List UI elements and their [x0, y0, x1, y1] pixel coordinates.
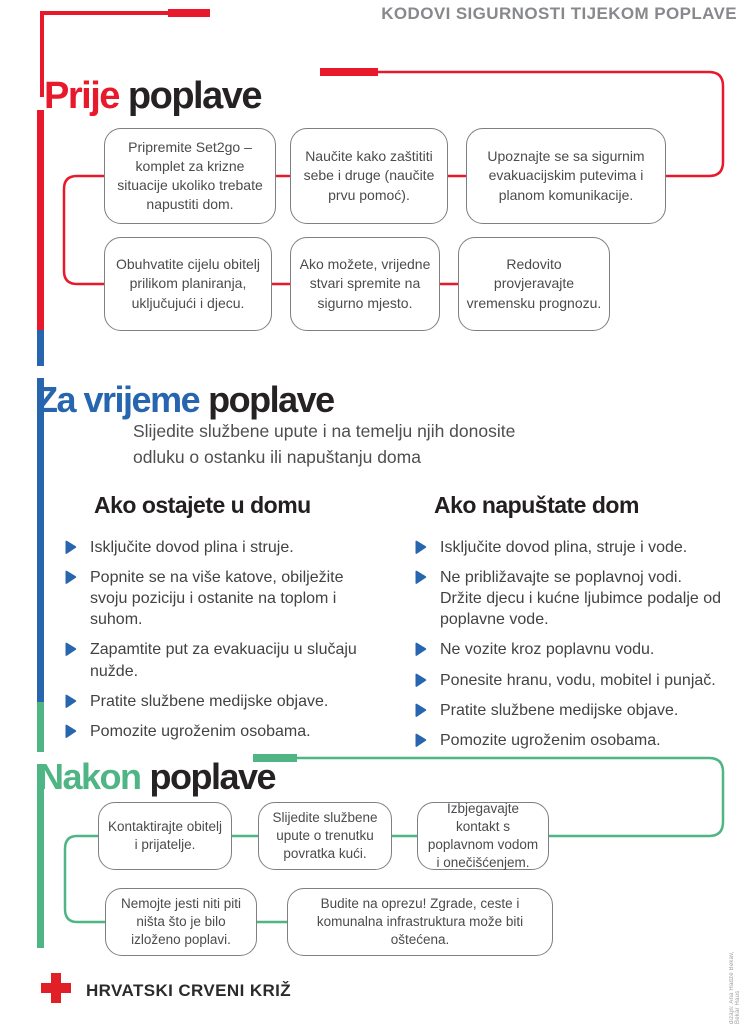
heading-accent: Za vrijeme	[36, 379, 200, 421]
bullet-arrow-icon	[63, 693, 77, 710]
section-heading-during	[36, 379, 334, 421]
info-box-before-3: Upoznajte se sa sigurnim evakuacijskim putevima i planom komunikacije.	[466, 128, 666, 224]
list-item: Isključite dovod plina, struje i vode.	[413, 537, 723, 558]
bullet-arrow-icon	[413, 672, 427, 689]
during-subtitle: Slijedite službene upute i na temelju njih donosite odluku o ostanku ili napuštanju doma	[133, 421, 516, 468]
list-item: Popnite se na više katove, obilježite svoju poziciju i ostanite na toplom i suhom.	[63, 567, 358, 630]
column-title-leave: Ako napuštate dom	[434, 492, 639, 518]
section-heading-after	[38, 756, 276, 798]
info-box-before-4: Obuhvatite cijelu obitelj prilikom planiranja, uključujući i djecu.	[104, 237, 272, 331]
list-item: Isključite dovod plina i struje.	[63, 537, 358, 558]
list-item: Ne približavajte se poplavnoj vodi. Držite djecu i kućne ljubimce podalje od poplavne vode.	[413, 567, 723, 630]
info-box-before-5: Ako možete, vrijedne stvari spremite na sigurno mjesto.	[290, 237, 440, 331]
page-title: KODOVI SIGURNOSTI TIJEKOM POPLAVE	[381, 4, 737, 23]
info-box-after-1: Kontaktirajte obitelj i prijatelje.	[98, 802, 232, 870]
section-heading-before	[44, 75, 261, 118]
info-box-after-2: Slijedite službene upute o trenutku povratka kući.	[258, 802, 392, 870]
red-cross-logo	[38, 970, 74, 1006]
bullet-arrow-icon	[413, 732, 427, 749]
list-item: Ne vozite kroz poplavnu vodu.	[413, 639, 723, 660]
bullet-arrow-icon	[413, 702, 427, 719]
info-box-after-4: Nemojte jesti niti piti ništa što je bilo izloženo poplavi.	[105, 888, 257, 956]
bullet-arrow-icon	[63, 539, 77, 556]
checklist-stay-home	[63, 537, 358, 742]
bullet-arrow-icon	[63, 569, 77, 586]
heading-rest: poplave	[208, 379, 334, 421]
bullet-arrow-icon	[413, 569, 427, 586]
heading-accent: Nakon	[38, 756, 141, 798]
list-item: Ponesite hranu, vodu, mobitel i punjač.	[413, 670, 723, 691]
organization-name: HRVATSKI CRVENI KRIŽ	[86, 981, 292, 1000]
bullet-arrow-icon	[63, 723, 77, 740]
info-box-after-5: Budite na oprezu! Zgrade, ceste i komunalna infrastruktura može biti oštećena.	[287, 888, 553, 956]
checklist-leave-home	[413, 537, 723, 751]
list-item: Pomozite ugroženim osobama.	[63, 721, 358, 742]
info-box-after-3: Izbjegavajte kontakt s poplavnom vodom i onečišćenjem.	[417, 802, 549, 870]
bullet-arrow-icon	[413, 641, 427, 658]
list-item: Pomozite ugroženim osobama.	[413, 730, 723, 751]
design-credit: dizajn: Ana Hadže Bekav, Bekar Haus	[729, 951, 741, 1024]
heading-rest: poplave	[149, 756, 276, 798]
bullet-arrow-icon	[63, 641, 77, 658]
list-item: Pratite službene medijske objave.	[63, 691, 358, 712]
list-item: Zapamtite put za evakuaciju u slučaju nužde.	[63, 639, 358, 681]
bullet-arrow-icon	[413, 539, 427, 556]
heading-accent: Prije	[44, 75, 119, 118]
list-item: Pratite službene medijske objave.	[413, 700, 723, 721]
info-box-before-1: Pripremite Set2go – komplet za krizne situacije ukoliko trebate napustiti dom.	[104, 128, 276, 224]
heading-rest: poplave	[127, 75, 261, 118]
info-box-before-6: Redovito provjeravajte vremensku prognozu.	[458, 237, 610, 331]
info-box-before-2: Naučite kako zaštititi sebe i druge (naučite prvu pomoć).	[290, 128, 448, 224]
column-title-stay: Ako ostajete u domu	[94, 492, 311, 518]
